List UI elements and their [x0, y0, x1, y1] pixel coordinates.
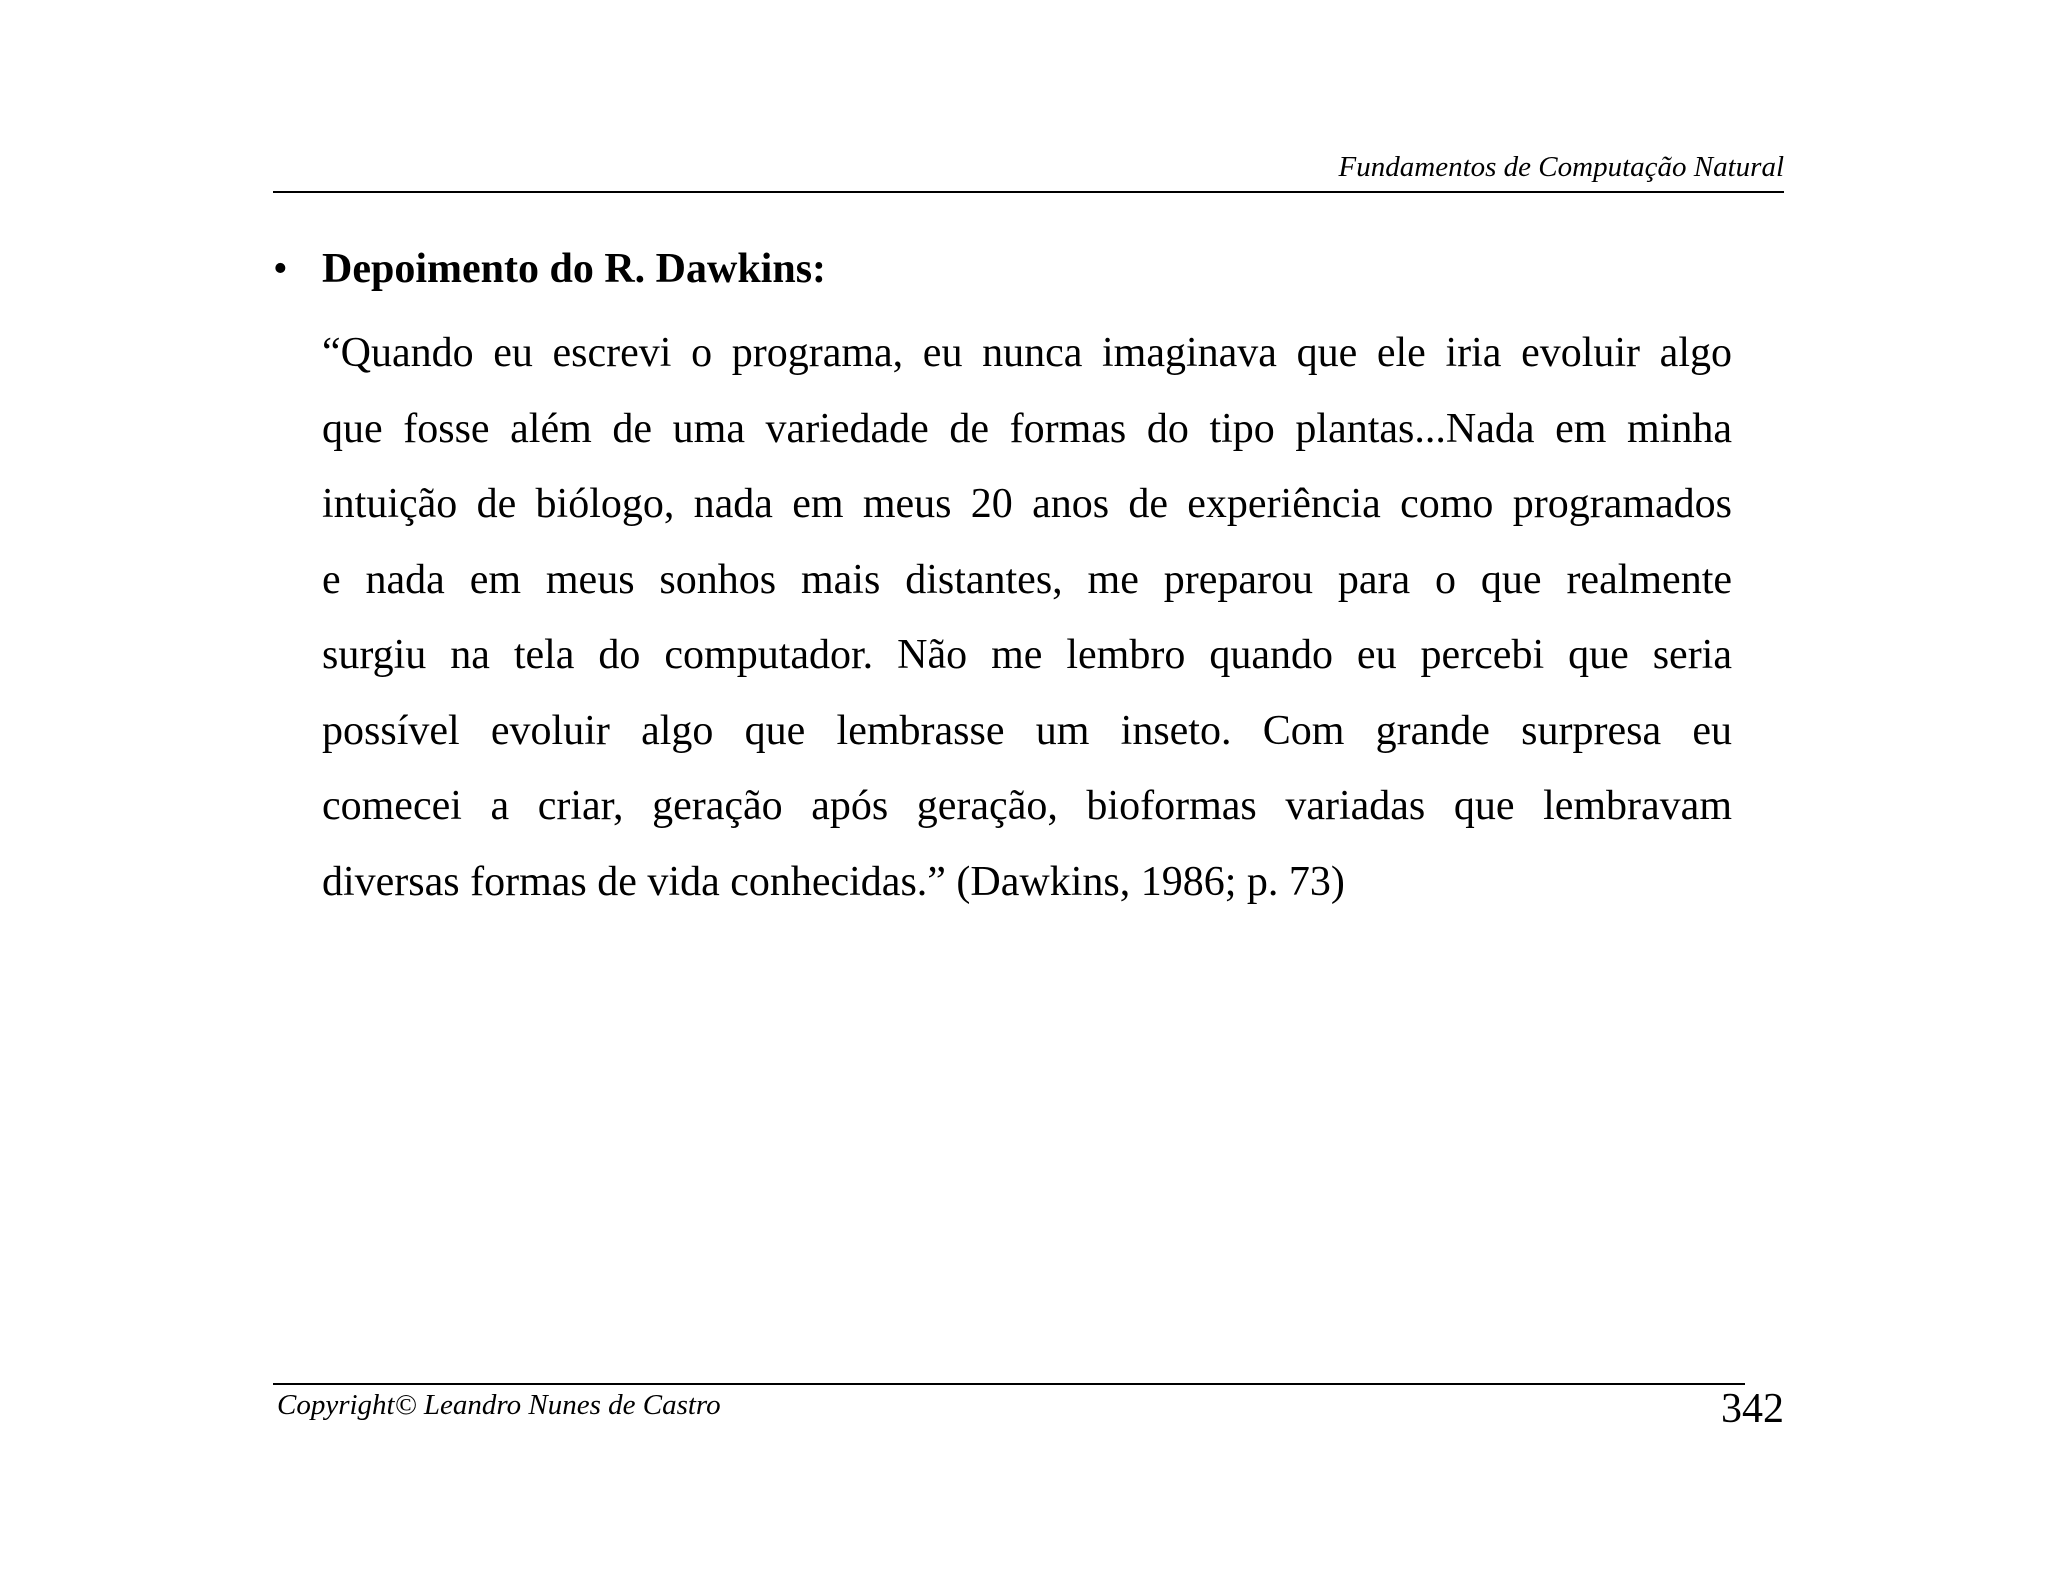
quote-line: intuição de biólogo, nada em meus 20 anos de experiência como programados	[322, 481, 1732, 527]
quote-line: surgiu na tela do computador. Não me lembro quando eu percebi que seria	[322, 632, 1732, 678]
quote-line: “Quando eu escrevi o programa, eu nunca imaginava que ele iria evoluir algo	[322, 330, 1732, 376]
quote-line: e nada em meus sonhos mais distantes, me preparou para o que realmente	[322, 556, 1732, 603]
running-header-title: Fundamentos de Computação Natural	[1338, 151, 1784, 183]
section-heading: Depoimento do R. Dawkins:	[322, 246, 827, 292]
quote-line: diversas formas de vida conhecidas.” (Dawkins, 1986; p. 73)	[322, 858, 1345, 905]
quote-line: possível evoluir algo que lembrasse um inseto. Com grande surpresa eu	[322, 707, 1732, 754]
bullet-icon: •	[273, 246, 288, 292]
footer-divider	[273, 1383, 1745, 1385]
quote-paragraph	[322, 316, 1732, 920]
page-number: 342	[1721, 1386, 1784, 1432]
quote-line: que fosse além de uma variedade de formas do tipo plantas...Nada em minha	[322, 405, 1732, 452]
footer-copyright: Copyright© Leandro Nunes de Castro	[277, 1389, 721, 1421]
quote-line: comecei a criar, geração após geração, bioformas variadas que lembravam	[322, 783, 1732, 829]
header-divider	[273, 191, 1784, 193]
bullet-item	[273, 248, 826, 290]
